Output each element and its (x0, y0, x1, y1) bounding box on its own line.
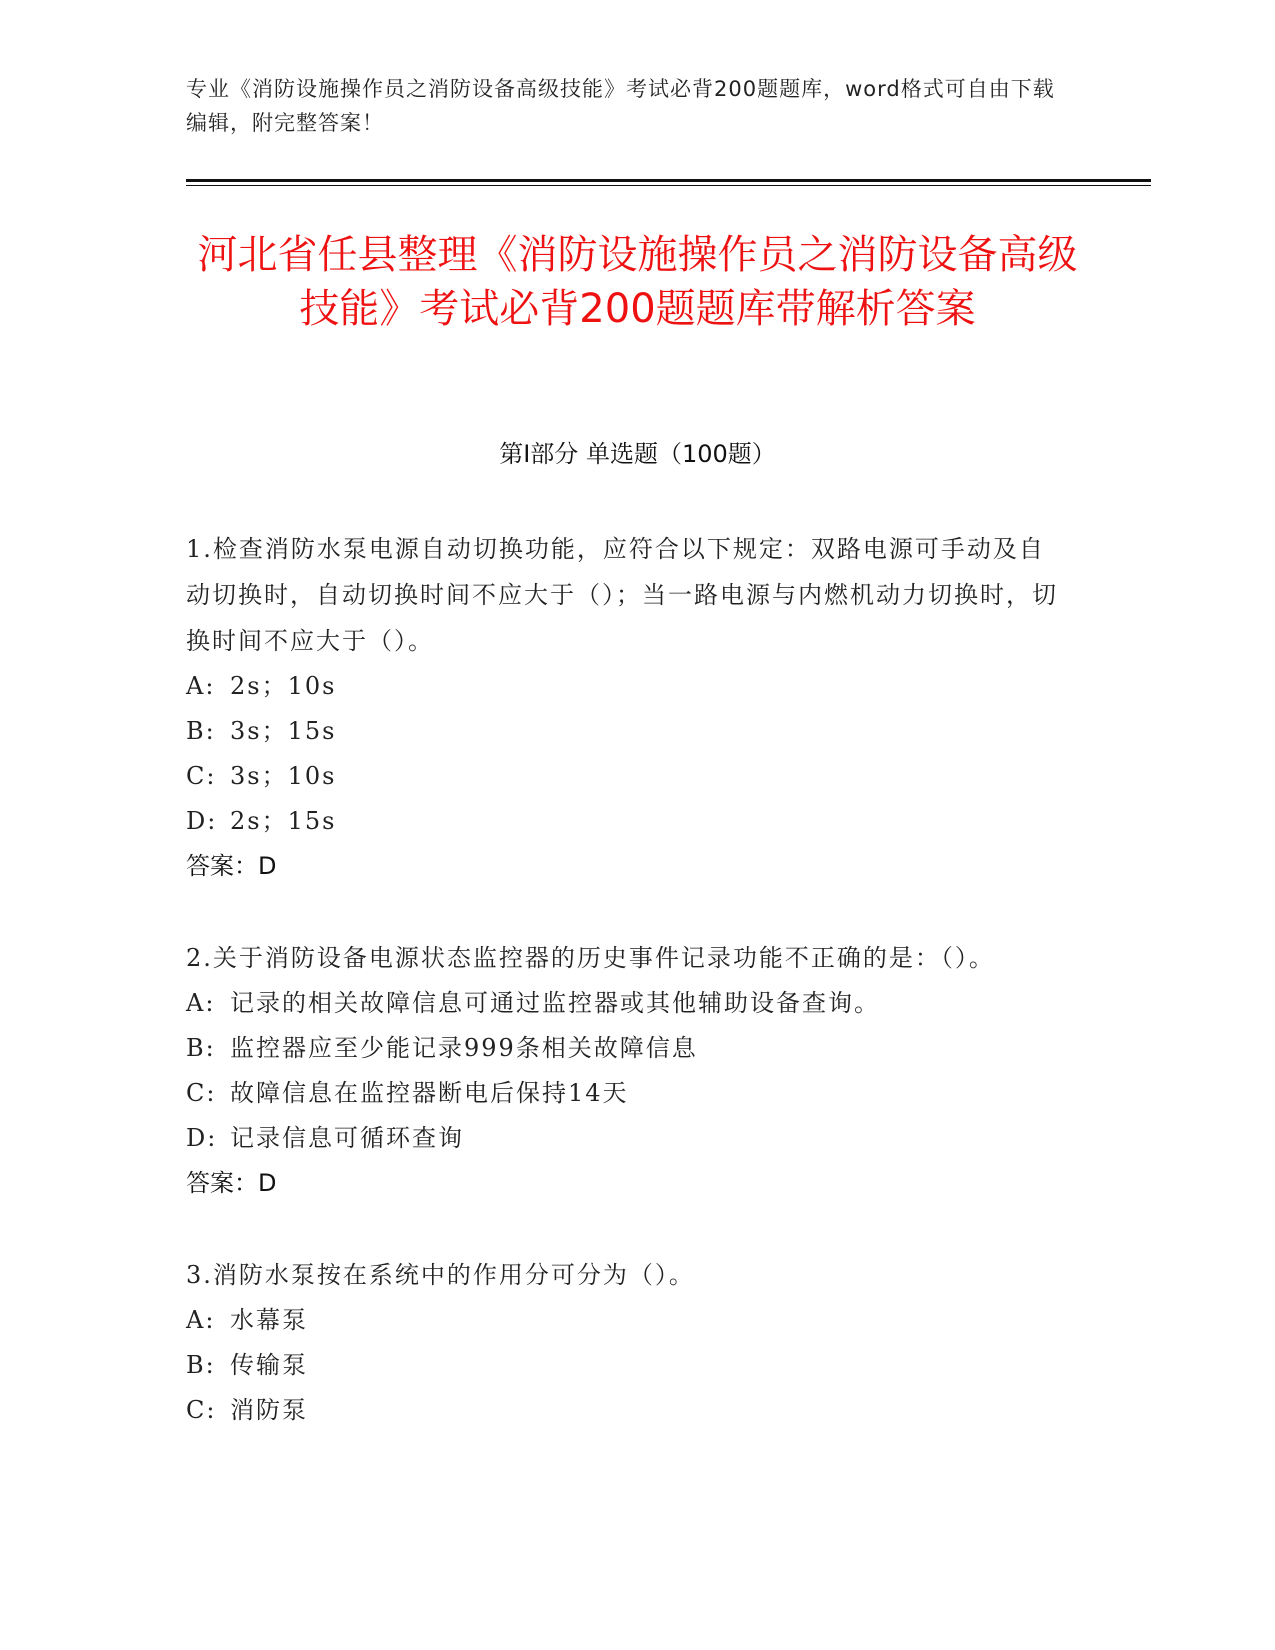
option-text: 记录信息可循环查询 (230, 1124, 464, 1152)
option-d (186, 799, 1066, 844)
option-c (186, 754, 1066, 799)
question-3 (186, 1252, 1066, 1433)
option-letter: A: (186, 672, 216, 700)
option-letter: B: (186, 1351, 216, 1379)
answer: 答案：D (186, 1169, 277, 1197)
option-text: 2s；10s (230, 672, 337, 700)
option-letter: C: (186, 762, 217, 790)
header-note: 专业《消防设施操作员之消防设备高级技能》考试必背200题题库，word格式可自由下载编辑，附完整答案！ (186, 77, 1055, 135)
header-rule-thick (186, 179, 1151, 182)
option-b (186, 1343, 1066, 1388)
option-a (186, 1298, 1066, 1343)
option-c (186, 1071, 1066, 1116)
option-text: 监控器应至少能记录999条相关故障信息 (230, 1034, 698, 1062)
option-letter: C: (186, 1079, 217, 1107)
question-2 (186, 935, 1066, 1206)
option-letter: B: (186, 717, 216, 745)
option-letter: B: (186, 1034, 216, 1062)
option-text: 消防泵 (230, 1396, 308, 1424)
option-letter: A: (186, 1306, 216, 1334)
option-d (186, 1116, 1066, 1161)
option-text: 3s；15s (230, 717, 337, 745)
option-letter: D: (186, 807, 218, 835)
option-letter: C: (186, 1396, 217, 1424)
option-a (186, 981, 1066, 1026)
question-text: 2.关于消防设备电源状态监控器的历史事件记录功能不正确的是：（）。 (186, 944, 995, 972)
question-text: 3.消防水泵按在系统中的作用分可分为（）。 (186, 1261, 695, 1289)
option-text: 记录的相关故障信息可通过监控器或其他辅助设备查询。 (230, 989, 880, 1017)
option-text: 故障信息在监控器断电后保持14天 (230, 1079, 629, 1107)
option-text: 3s；10s (230, 762, 337, 790)
section-heading: 第I部分 单选题（100题） (499, 440, 776, 468)
option-letter: D: (186, 1124, 218, 1152)
option-text: 水幕泵 (230, 1306, 308, 1334)
document-title: 河北省任县整理《消防设施操作员之消防设备高级技能》考试必背200题题库带解析答案 (197, 232, 1078, 332)
question-list (186, 526, 1066, 1479)
option-b (186, 1026, 1066, 1071)
question-1 (186, 526, 1066, 889)
option-c (186, 1388, 1066, 1433)
option-b (186, 709, 1066, 754)
question-text: 1.检查消防水泵电源自动切换功能，应符合以下规定：双路电源可手动及自动切换时，自动切换时间不应大于（）；当一路电源与内燃机动力切换时，切换时间不应大于（）。 (186, 535, 1058, 655)
option-text: 2s；15s (230, 807, 337, 835)
answer: 答案：D (186, 852, 277, 880)
option-text: 传输泵 (230, 1351, 308, 1379)
option-a (186, 664, 1066, 709)
header-rule-thin (186, 185, 1151, 186)
option-letter: A: (186, 989, 216, 1017)
